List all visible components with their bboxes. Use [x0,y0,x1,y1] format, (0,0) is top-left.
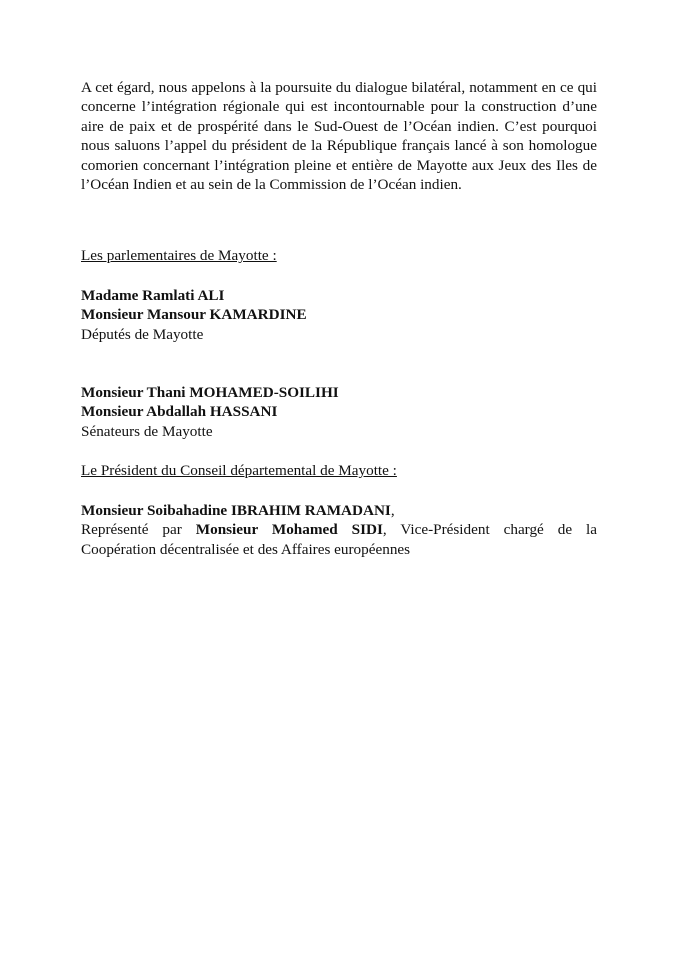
deputes-role: Députés de Mayotte [81,325,204,343]
senateur-title-2: Monsieur Abdallah [81,403,207,421]
depute-name-2 [81,305,597,324]
representative-role-line2: Coopération décentralisée et des Affaires européennes [81,540,411,558]
senateur-title-1: Monsieur Thani [81,384,186,402]
depute-surname-1: ALI [197,286,225,304]
intro-paragraph: A cet égard, nous appelons à la poursuite du dialogue bilatéral, notamment en ce qui concerne l’intégration régionale qui est incontournable pour la construction d’une aire de paix et de prospérité dans le Sud-Ouest de l’Océan indien. C’est pourquoi nous saluons l’appel du président de la République français lancé à son homologue comorien concernant l’intégration pleine et entière de Mayotte aux Jeux des Iles de l’Océan Indien et au sein de la Commission de l’Océan indien. [81,79,597,194]
senateurs-role: Sénateurs de Mayotte [81,422,213,440]
conseil-president [81,501,597,520]
representative-name: Monsieur Mohamed SIDI [195,521,383,539]
represented-prefix: Représenté par [81,521,182,539]
senateur-name-1 [81,383,597,402]
senateur-surname-1: MOHAMED-SOILIHI [189,384,339,402]
representative-role-line1: , Vice-Président chargé de la [382,521,597,539]
representation-line [81,520,597,539]
president-title: Monsieur Soibahadine [81,501,228,519]
senateur-name-2 [81,402,597,421]
conseil-heading: Le Président du Conseil départemental de Mayotte : [81,462,397,480]
senateurs-block [81,383,597,441]
parlementaires-heading: Les parlementaires de Mayotte : [81,247,277,265]
senateur-surname-2: HASSANI [209,403,278,421]
depute-title-2: Monsieur Mansour [81,306,206,324]
depute-name-1 [81,286,597,305]
document-page [81,78,597,559]
president-suffix: , [390,501,395,519]
president-surname: IBRAHIM RAMADANI [230,501,391,519]
conseil-block [81,501,597,559]
depute-surname-2: KAMARDINE [209,306,307,324]
depute-title-1: Madame Ramlati [81,286,195,304]
deputes-block [81,286,597,344]
